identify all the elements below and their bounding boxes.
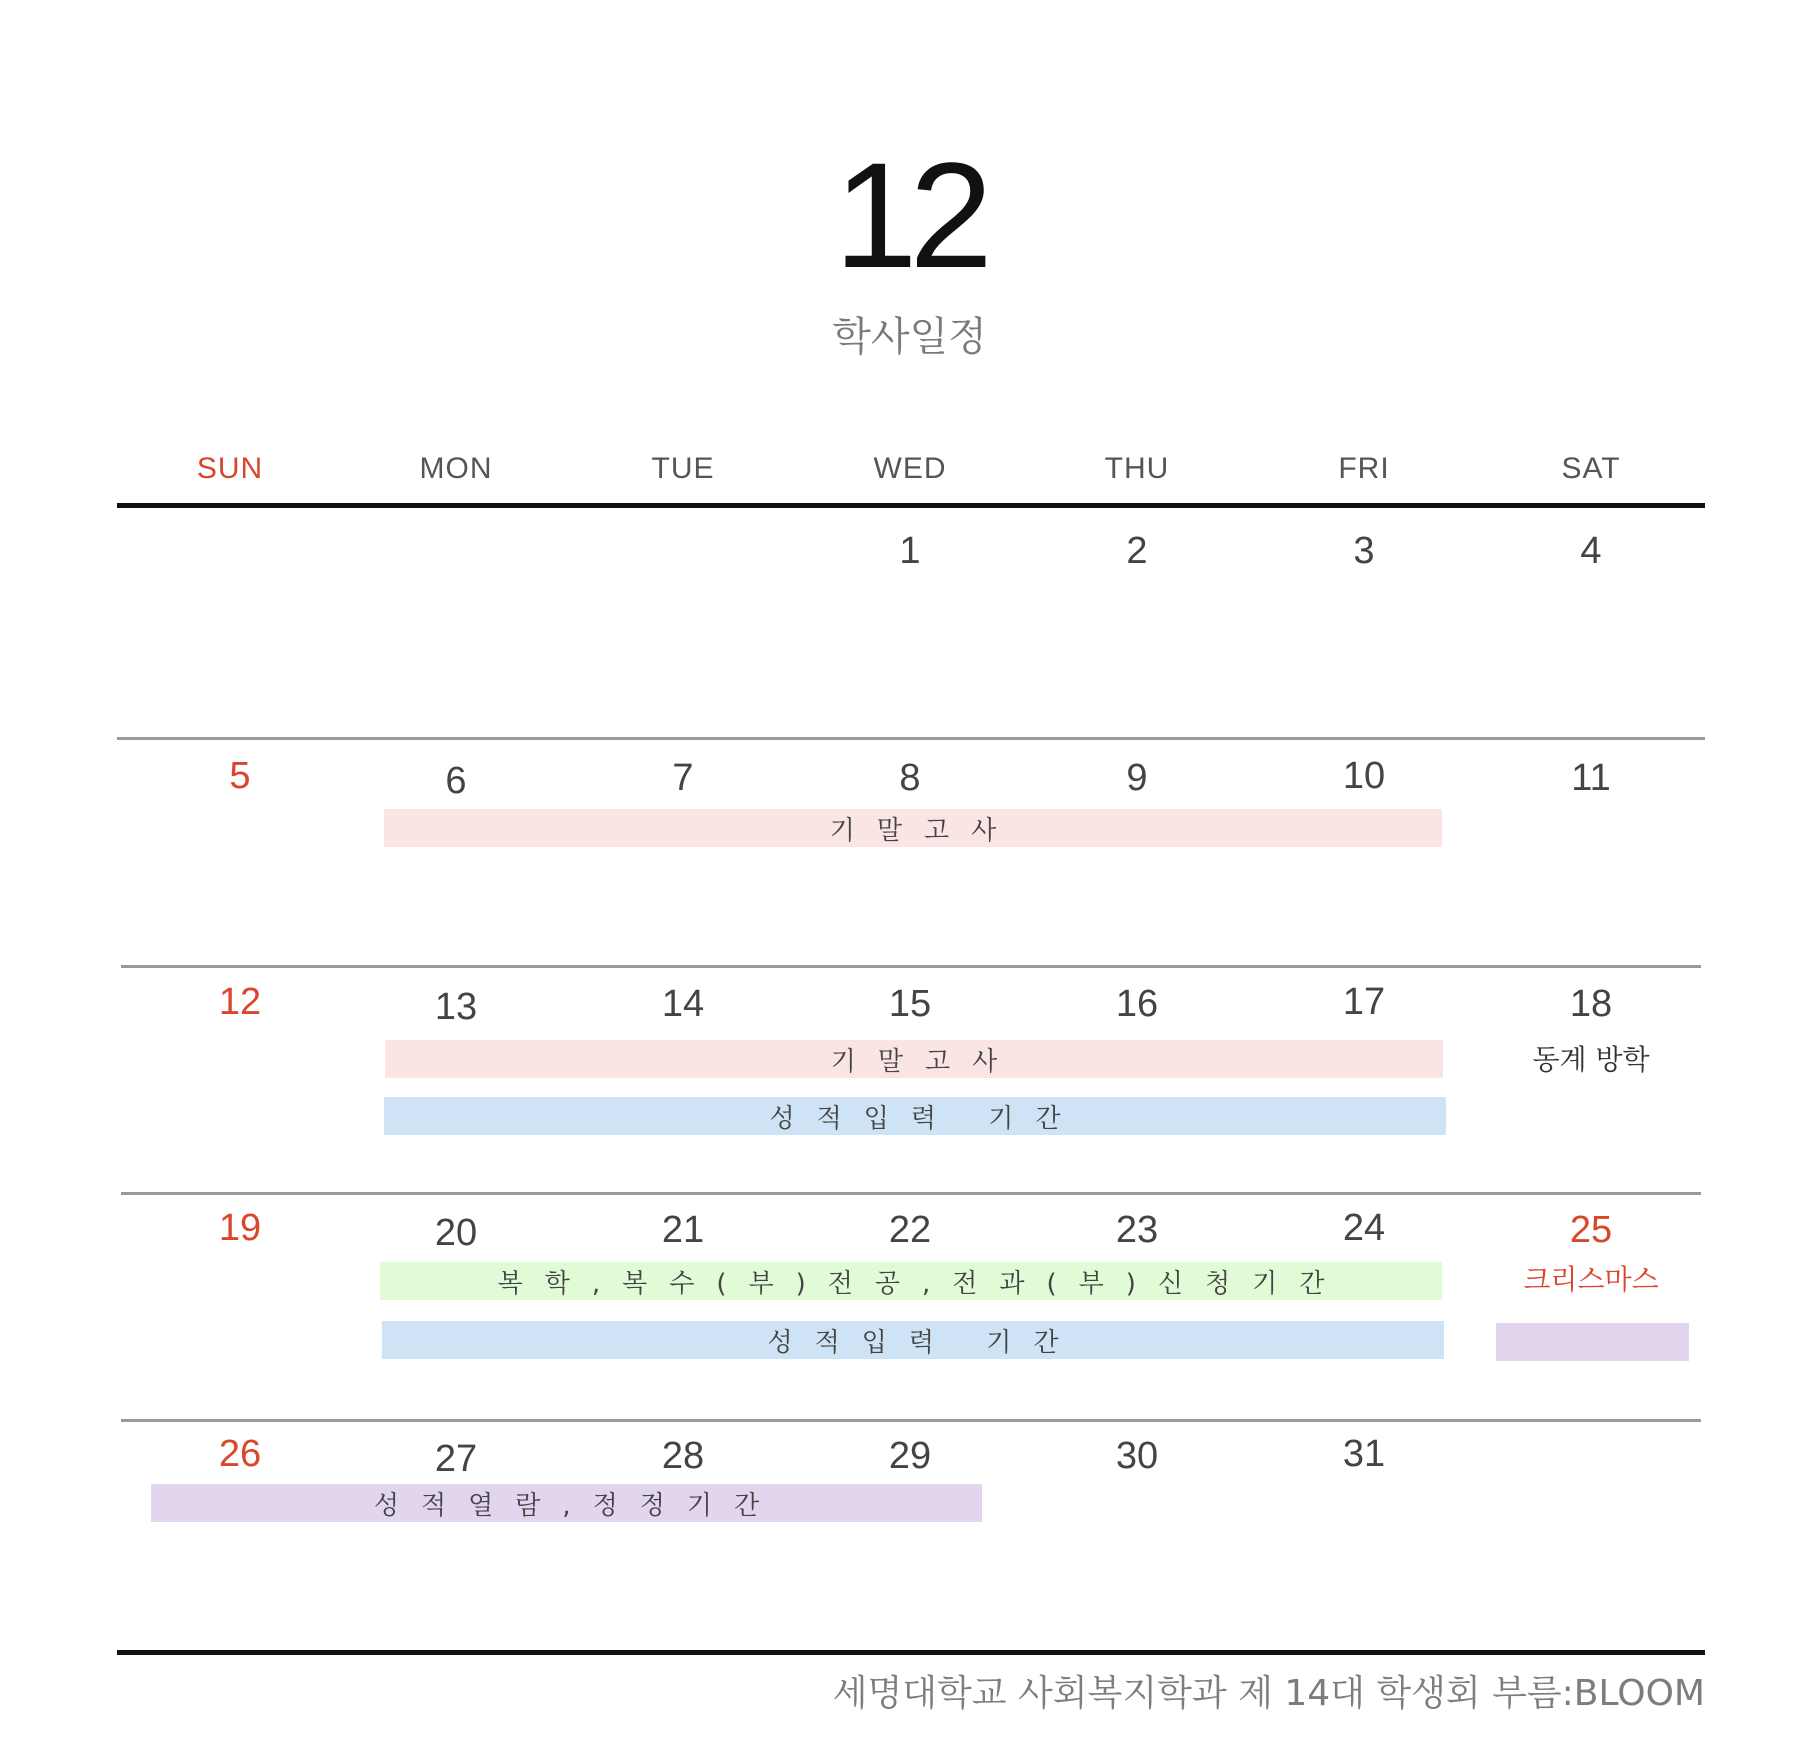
event-label: 기말고사 <box>830 1046 1020 1077</box>
date-cell[interactable]: 19 <box>218 1207 262 1249</box>
event-bar-grade-input[interactable] <box>382 1321 1444 1359</box>
page-subtitle: 학사일정 <box>832 314 987 360</box>
date-cell[interactable]: 25 <box>1569 1209 1613 1251</box>
date-cell[interactable]: 24 <box>1342 1207 1386 1249</box>
date-cell[interactable]: 28 <box>661 1435 705 1477</box>
date-cell[interactable]: 6 <box>445 760 467 802</box>
date-cell[interactable]: 31 <box>1342 1433 1386 1475</box>
date-cell[interactable]: 15 <box>888 983 932 1025</box>
event-label: 복학,복수(부)전공,전과(부)신청기간 <box>497 1268 1347 1299</box>
date-cell[interactable]: 29 <box>888 1435 932 1477</box>
event-bar-reenroll[interactable] <box>380 1262 1442 1300</box>
event-label: 성적열람,정정기간 <box>373 1490 782 1521</box>
week-divider <box>117 737 1705 740</box>
date-cell[interactable]: 21 <box>661 1209 705 1251</box>
footer-credit: 세명대학교 사회복지학과 제 14대 학생회 부름:BLOOM <box>832 1673 1705 1714</box>
date-cell[interactable]: 23 <box>1115 1209 1159 1251</box>
weekday-sun: SUN <box>196 452 264 485</box>
date-cell[interactable]: 16 <box>1115 983 1159 1025</box>
event-label: 성적입력 기간 <box>767 1327 1081 1358</box>
date-cell[interactable]: 30 <box>1115 1435 1159 1477</box>
date-cell[interactable]: 22 <box>888 1209 932 1251</box>
date-cell[interactable]: 5 <box>229 755 251 797</box>
date-cell[interactable]: 17 <box>1342 981 1386 1023</box>
date-cell[interactable]: 9 <box>1126 757 1148 799</box>
event-bar-grade-view[interactable] <box>151 1484 982 1522</box>
date-cell[interactable]: 26 <box>218 1433 262 1475</box>
date-cell[interactable]: 18 <box>1569 983 1613 1025</box>
winter-break-note: 동계 방학 <box>1532 1043 1650 1076</box>
week-divider <box>121 1192 1701 1195</box>
date-cell[interactable]: 20 <box>434 1212 478 1254</box>
date-cell[interactable]: 10 <box>1342 755 1386 797</box>
weekday-tue: TUE <box>651 452 715 485</box>
weekday-wed: WED <box>873 452 947 485</box>
date-cell[interactable]: 13 <box>434 986 478 1028</box>
date-cell[interactable]: 4 <box>1580 530 1602 572</box>
month-number: 12 <box>834 131 985 299</box>
footer-divider <box>117 1650 1705 1655</box>
date-cell[interactable]: 27 <box>434 1438 478 1480</box>
date-cell[interactable]: 7 <box>672 757 694 799</box>
date-cell[interactable]: 11 <box>1571 757 1611 799</box>
date-cell[interactable]: 12 <box>218 981 262 1023</box>
weekday-thu: THU <box>1104 452 1170 485</box>
event-bar-final-exam[interactable] <box>385 1040 1443 1078</box>
header-divider <box>117 503 1705 508</box>
weekday-fri: FRI <box>1338 452 1390 485</box>
week-divider <box>121 965 1701 968</box>
event-bar-grade-view-start[interactable] <box>1496 1323 1689 1361</box>
event-bar-final-exam[interactable] <box>384 809 1442 847</box>
date-cell[interactable]: 8 <box>899 757 921 799</box>
date-cell[interactable]: 1 <box>899 530 921 572</box>
weekday-mon: MON <box>419 452 493 485</box>
date-cell[interactable]: 3 <box>1353 530 1375 572</box>
event-bar-grade-input[interactable] <box>384 1097 1446 1135</box>
date-cell[interactable]: 2 <box>1126 530 1148 572</box>
christmas-note: 크리스마스 <box>1523 1263 1659 1296</box>
event-label: 성적입력 기간 <box>769 1103 1083 1134</box>
event-label: 기말고사 <box>829 815 1019 846</box>
weekday-sat: SAT <box>1561 452 1621 485</box>
date-cell[interactable]: 14 <box>661 983 705 1025</box>
week-divider <box>121 1419 1701 1422</box>
